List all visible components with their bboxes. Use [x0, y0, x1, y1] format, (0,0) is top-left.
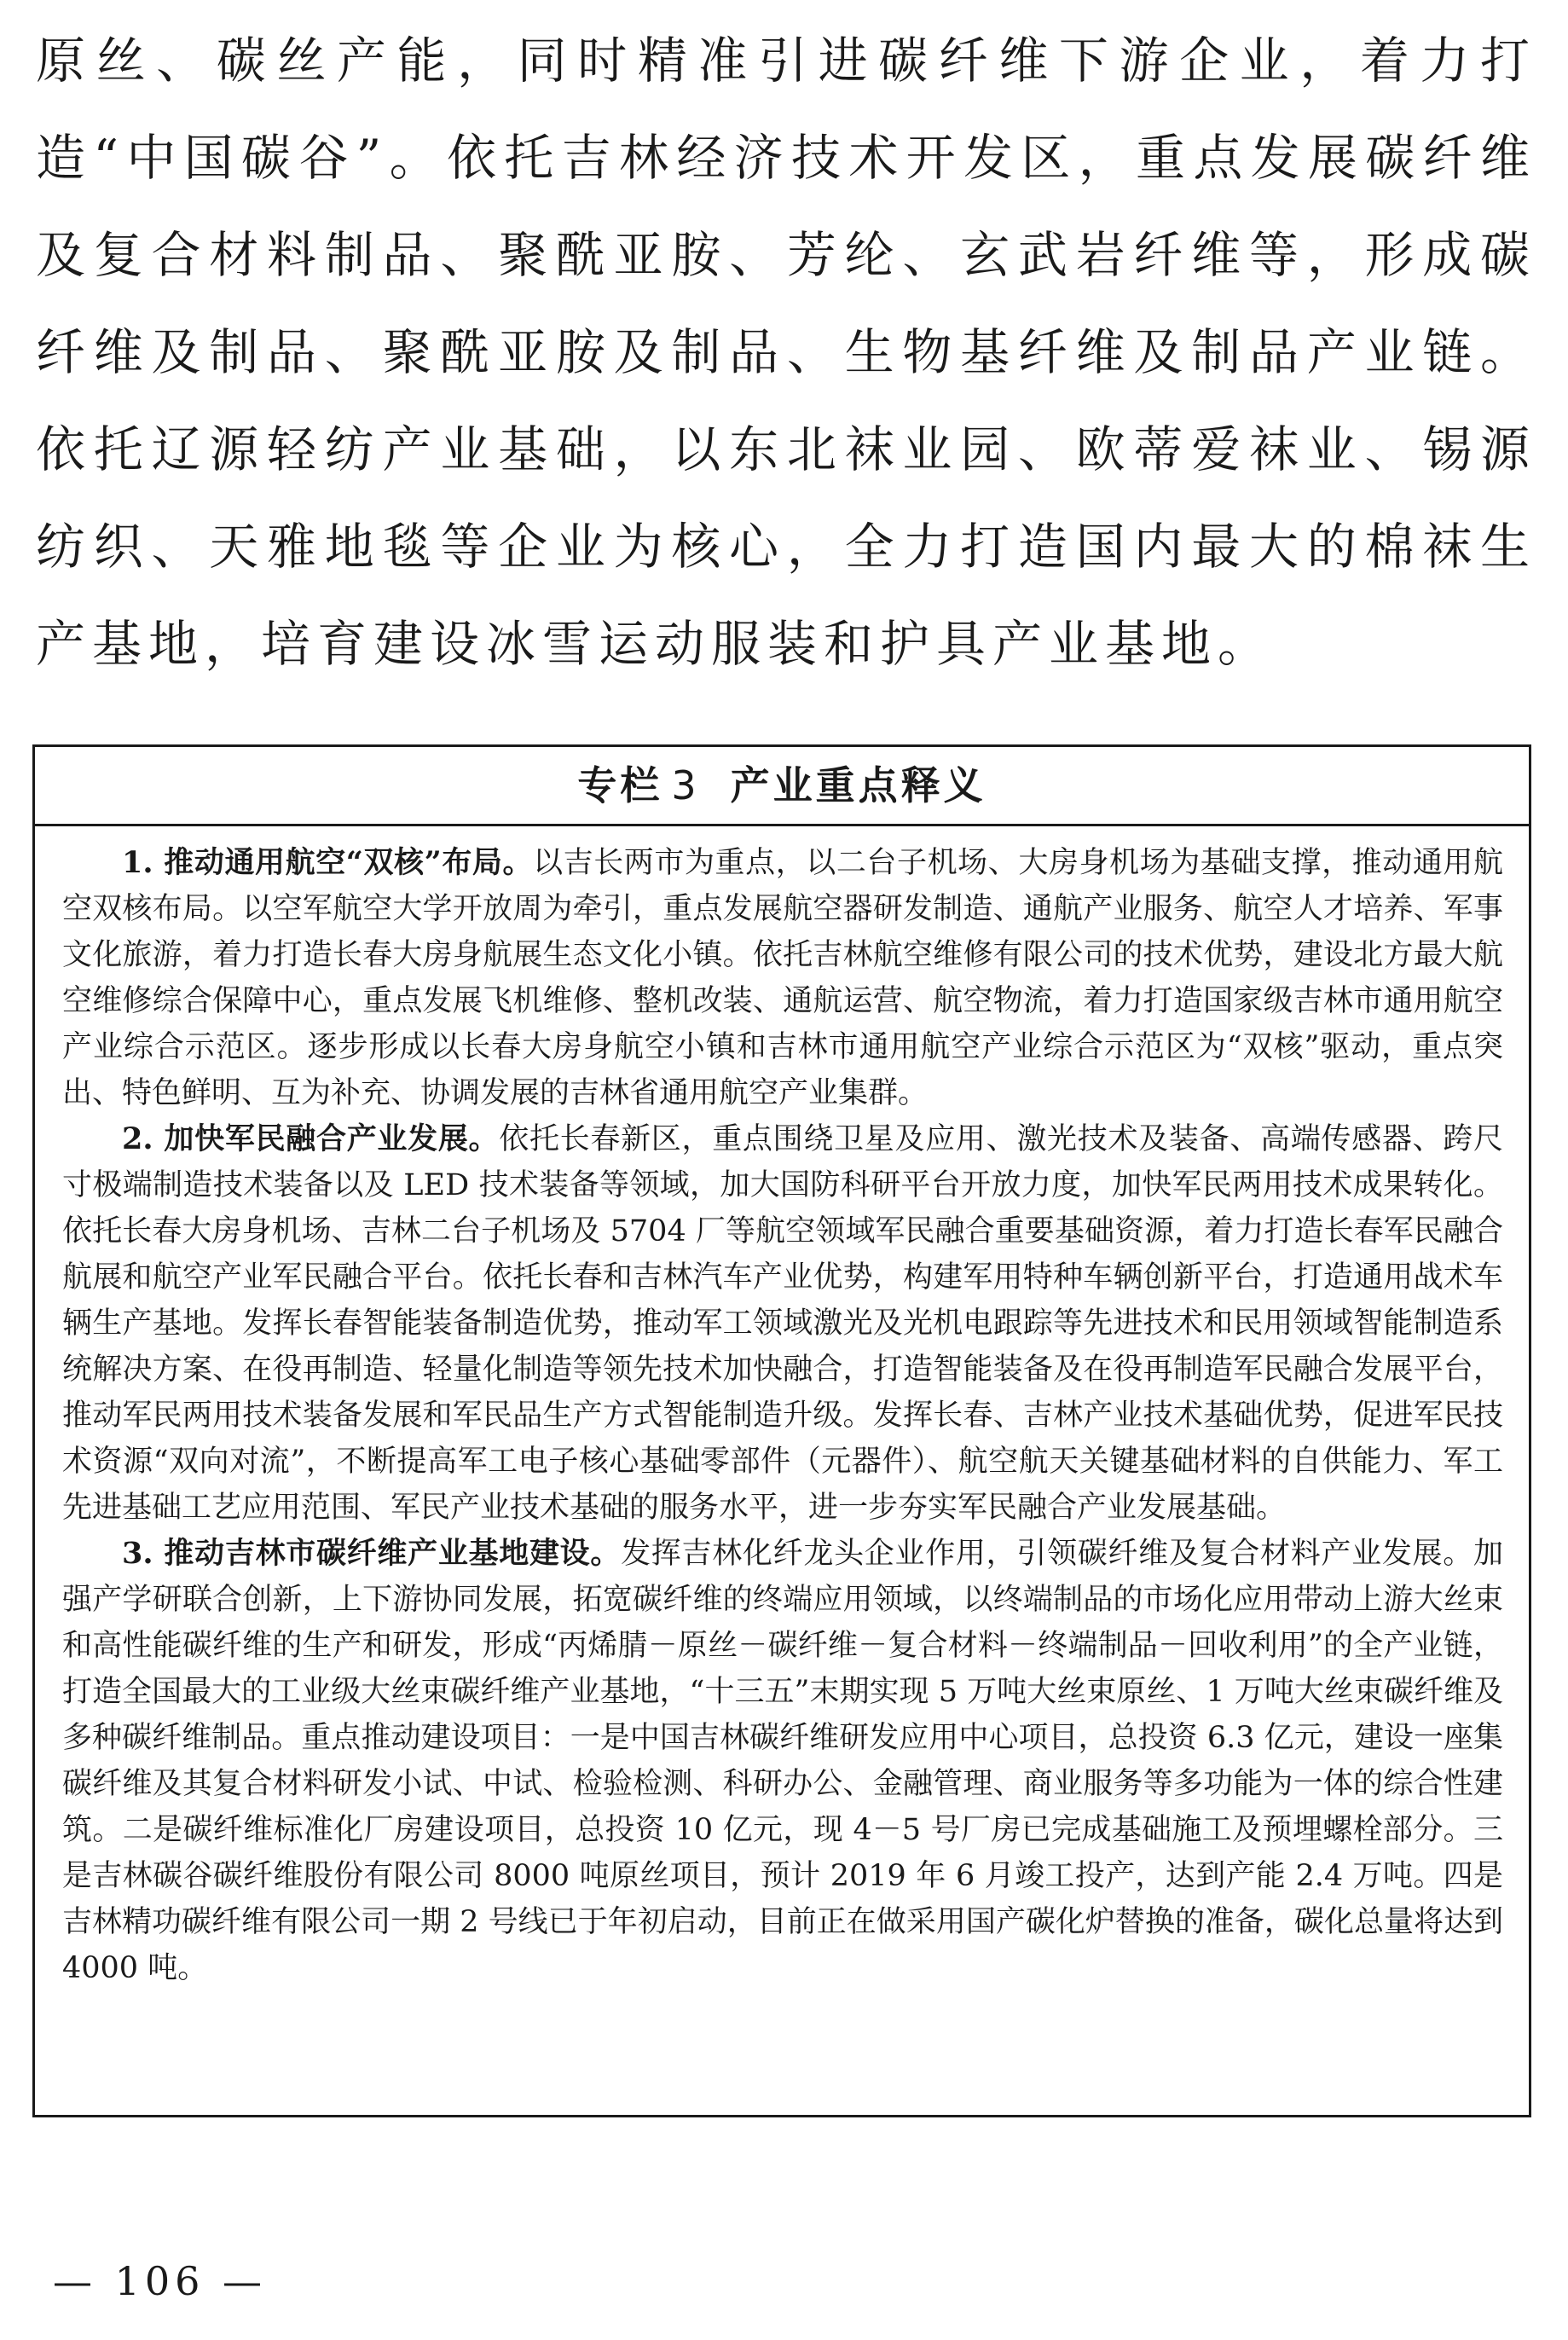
- column-item-heading: 2. 加快军民融合产业发展。: [122, 1121, 500, 1156]
- column-item-1: [62, 840, 1503, 1116]
- column-item-text: 发挥吉林化纤龙头企业作用，引领碳纤维及复合材料产业发展。加强产学研联合创新，上下游协同发展，拓宽碳纤维的终端应用领域，以终端制品的市场化应用带动上游大丝束和高性能碳纤维的生产和研发，形成“丙烯腈－原丝－碳纤维－复合材料－终端制品－回收利用”的全产业链，打造全国最大的工业级大丝束碳纤维产业基地，“十三五”末期实现 5 万吨大丝束原丝、1 万吨大丝束碳纤维及多种碳纤维制品。重点推动建设项目：一是中国吉林碳纤维研发应用中心项目，总投资 6.3 亿元，建设一座集碳纤维及其复合材料研发小试、中试、检验检测、科研办公、金融管理、商业服务等多功能为一体的综合性建筑。二是碳纤维标准化厂房建设项目，总投资 10 亿元，现 4－5 号厂房已完成基础施工及预埋螺栓部分。三是吉林碳谷碳纤维股份有限公司 8000 吨原丝项目，预计 2019 年 6 月竣工投产，达到产能 2.4 万吨。四是吉林精功碳纤维有限公司一期 2 号线已于年初启动，目前正在做采用国产碳化炉替换的准备，碳化总量将达到 4000 吨。: [62, 1537, 1503, 1985]
- column-item-text: 以吉长两市为重点，以二台子机场、大房身机场为基础支撑，推动通用航空双核布局。以空军航空大学开放周为牵引，重点发展航空器研发制造、通航产业服务、航空人才培养、军事文化旅游，着力打造长春大房身航展生态文化小镇。依托吉林航空维修有限公司的技术优势，建设北方最大航空维修综合保障中心，重点发展飞机维修、整机改装、通航运营、航空物流，着力打造国家级吉林市通用航空产业综合示范区。逐步形成以长春大房身航空小镇和吉林市通用航空产业综合示范区为“双核”驱动，重点突出、特色鲜明、互为补充、协调发展的吉林省通用航空产业集群。: [62, 846, 1503, 1110]
- page-number: — 106 —: [53, 2258, 268, 2304]
- column-content: [35, 826, 1529, 1991]
- column-title-number: 3: [671, 762, 700, 808]
- column-title: [35, 747, 1529, 826]
- column-item-heading: 3. 推动吉林市碳纤维产业基地建设。: [122, 1536, 622, 1571]
- column-item-3: [62, 1531, 1503, 1991]
- column-box: [32, 744, 1531, 2117]
- column-item-heading: 1. 推动通用航空“双核”布局。: [122, 845, 534, 880]
- column-title-text: 产业重点释义: [730, 762, 987, 808]
- column-title-prefix: 专栏: [577, 762, 663, 808]
- column-item-text: 依托长春新区，重点围绕卫星及应用、激光技术及装备、高端传感器、跨尺寸极端制造技术装备以及 LED 技术装备等领域，加大国防科研平台开放力度，加快军民两用技术成果转化。依托长春大房身机场、吉林二台子机场及 5704 厂等航空领域军民融合重要基础资源，着力打造长春军民融合航展和航空产业军民融合平台。依托长春和吉林汽车产业优势，构建军用特种车辆创新平台，打造通用战术车辆生产基地。发挥长春智能装备制造优势，推动军工领域激光及光机电跟踪等先进技术和民用领域智能制造系统解决方案、在役再制造、轻量化制造等领先技术加快融合，打造智能装备及在役再制造军民融合发展平台，推动军民两用技术装备发展和军民品生产方式智能制造升级。发挥长春、吉林产业技术基础优势，促进军民技术资源“双向对流”，不断提高军工电子核心基础零部件（元器件）、航空航天关键基础材料的自供能力、军工先进基础工艺应用范围、军民产业技术基础的服务水平，进一步夯实军民融合产业发展基础。: [62, 1122, 1503, 1525]
- column-item-2: [62, 1116, 1503, 1531]
- body-paragraph: 原丝、碳丝产能，同时精准引进碳纤维下游企业，着力打造“中国碳谷”。依托吉林经济技术开发区，重点发展碳纤维及复合材料制品、聚酰亚胺、芳纶、玄武岩纤维等，形成碳纤维及制品、聚酰亚胺及制品、生物基纤维及制品产业链。依托辽源轻纺产业基础，以东北袜业园、欧蒂爱袜业、锡源纺织、天雅地毯等企业为核心，全力打造国内最大的棉袜生产基地，培育建设冰雪运动服装和护具产业基地。: [36, 32, 1536, 673]
